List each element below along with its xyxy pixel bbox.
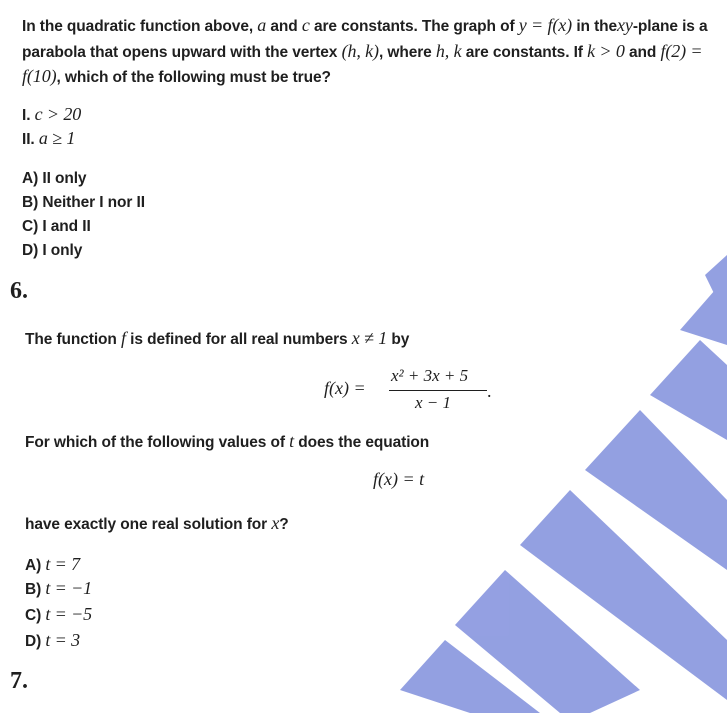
- q6-choice-a-label: A): [25, 557, 42, 574]
- q6-choice-b[interactable]: [25, 578, 92, 599]
- q6-choice-b-label: B): [25, 581, 42, 598]
- q5-line1-text-b: and: [270, 18, 298, 35]
- q6-tail-text-b: ?: [279, 516, 289, 533]
- q6-tail: [25, 513, 289, 534]
- q5-choice-b[interactable]: B) Neither I nor II: [22, 194, 145, 211]
- q5-line-2: [22, 41, 702, 62]
- q6-func-numerator: x² + 3x + 5: [391, 366, 469, 385]
- q6-choice-d[interactable]: [25, 630, 80, 651]
- q6-choice-c-label: C): [25, 607, 42, 624]
- question-number-6: 6.: [10, 278, 28, 304]
- q5-statement-1-math: c > 20: [34, 104, 82, 124]
- q6-cond-x: x ≠ 1: [351, 328, 388, 348]
- q6-choice-a[interactable]: [25, 554, 80, 575]
- q5-line3-text: , which of the following must be true?: [56, 69, 331, 86]
- q6-var-f: f: [121, 328, 126, 348]
- q5-line1-text-d: in the: [576, 18, 618, 35]
- q5-line2-text-d: and: [628, 44, 657, 61]
- q6-func-lhs: f(x) =: [324, 378, 366, 398]
- q6-intro: [25, 328, 409, 349]
- q6-intro-text-a: The function: [25, 331, 117, 348]
- q5-choice-a[interactable]: A) II only: [22, 170, 87, 187]
- q5-statement-1: [22, 104, 81, 125]
- q5-vertex-hk: (h, k): [341, 41, 379, 61]
- q5-vars-hk: h, k: [435, 41, 462, 61]
- q6-choice-d-label: D): [25, 633, 42, 650]
- q5-line-1: [22, 15, 708, 36]
- q6-intro-text-c: by: [391, 331, 410, 348]
- q6-var-x: x: [271, 513, 280, 533]
- q5-line-3: [22, 66, 331, 87]
- question-number-7: 7.: [10, 668, 28, 694]
- q5-line2-text-c: are constants. If: [465, 44, 583, 61]
- q6-tail-text-a: have exactly one real solution for: [25, 516, 268, 533]
- q6-choice-d-math: t = 3: [45, 630, 81, 650]
- q6-func-denominator: x − 1: [415, 393, 452, 412]
- q5-choice-c[interactable]: C) I and II: [22, 218, 91, 235]
- q5-cond-k: k > 0: [587, 41, 625, 61]
- q6-fraction-bar: [389, 390, 487, 391]
- q6-prompt: [25, 431, 429, 452]
- q6-func-period: .: [487, 381, 492, 401]
- q5-var-a: a: [257, 15, 267, 35]
- q6-var-t: t: [289, 431, 295, 451]
- q5-choice-d[interactable]: D) I only: [22, 242, 83, 259]
- q5-f10: f(10): [22, 66, 57, 86]
- watermark-strokes: [400, 255, 727, 713]
- q5-line2-text-b: , where: [378, 44, 432, 61]
- q6-choice-a-math: t = 7: [45, 554, 81, 574]
- q5-eq-y-fx: y = f(x): [518, 15, 573, 35]
- q5-var-c: c: [301, 15, 310, 35]
- q6-equation: f(x) = t: [373, 469, 425, 489]
- q6-choice-b-math: t = −1: [45, 578, 93, 598]
- q5-f2: f(2) =: [660, 41, 703, 61]
- q5-line2-text-a: parabola that opens upward with the vertex: [22, 44, 338, 61]
- q5-statement-2-math: a ≥ 1: [38, 128, 76, 148]
- q5-line1-text-a: In the quadratic function above,: [22, 18, 254, 35]
- q6-choice-c[interactable]: [25, 604, 92, 625]
- q5-line1-text-e: -plane is a: [632, 18, 708, 35]
- q6-intro-text-b: is defined for all real numbers: [130, 331, 348, 348]
- q5-statement-2: [22, 128, 75, 149]
- q6-choice-c-math: t = −5: [45, 604, 93, 624]
- q5-line1-text-c: are constants. The graph of: [313, 18, 515, 35]
- watermark-stroke-5: [650, 340, 727, 440]
- q5-var-xy: xy: [617, 15, 633, 35]
- q6-prompt-text-a: For which of the following values of: [25, 434, 285, 451]
- q5-statement-1-label: I.: [22, 107, 31, 124]
- q5-statement-2-label: II.: [22, 131, 35, 148]
- q6-prompt-text-b: does the equation: [298, 434, 430, 451]
